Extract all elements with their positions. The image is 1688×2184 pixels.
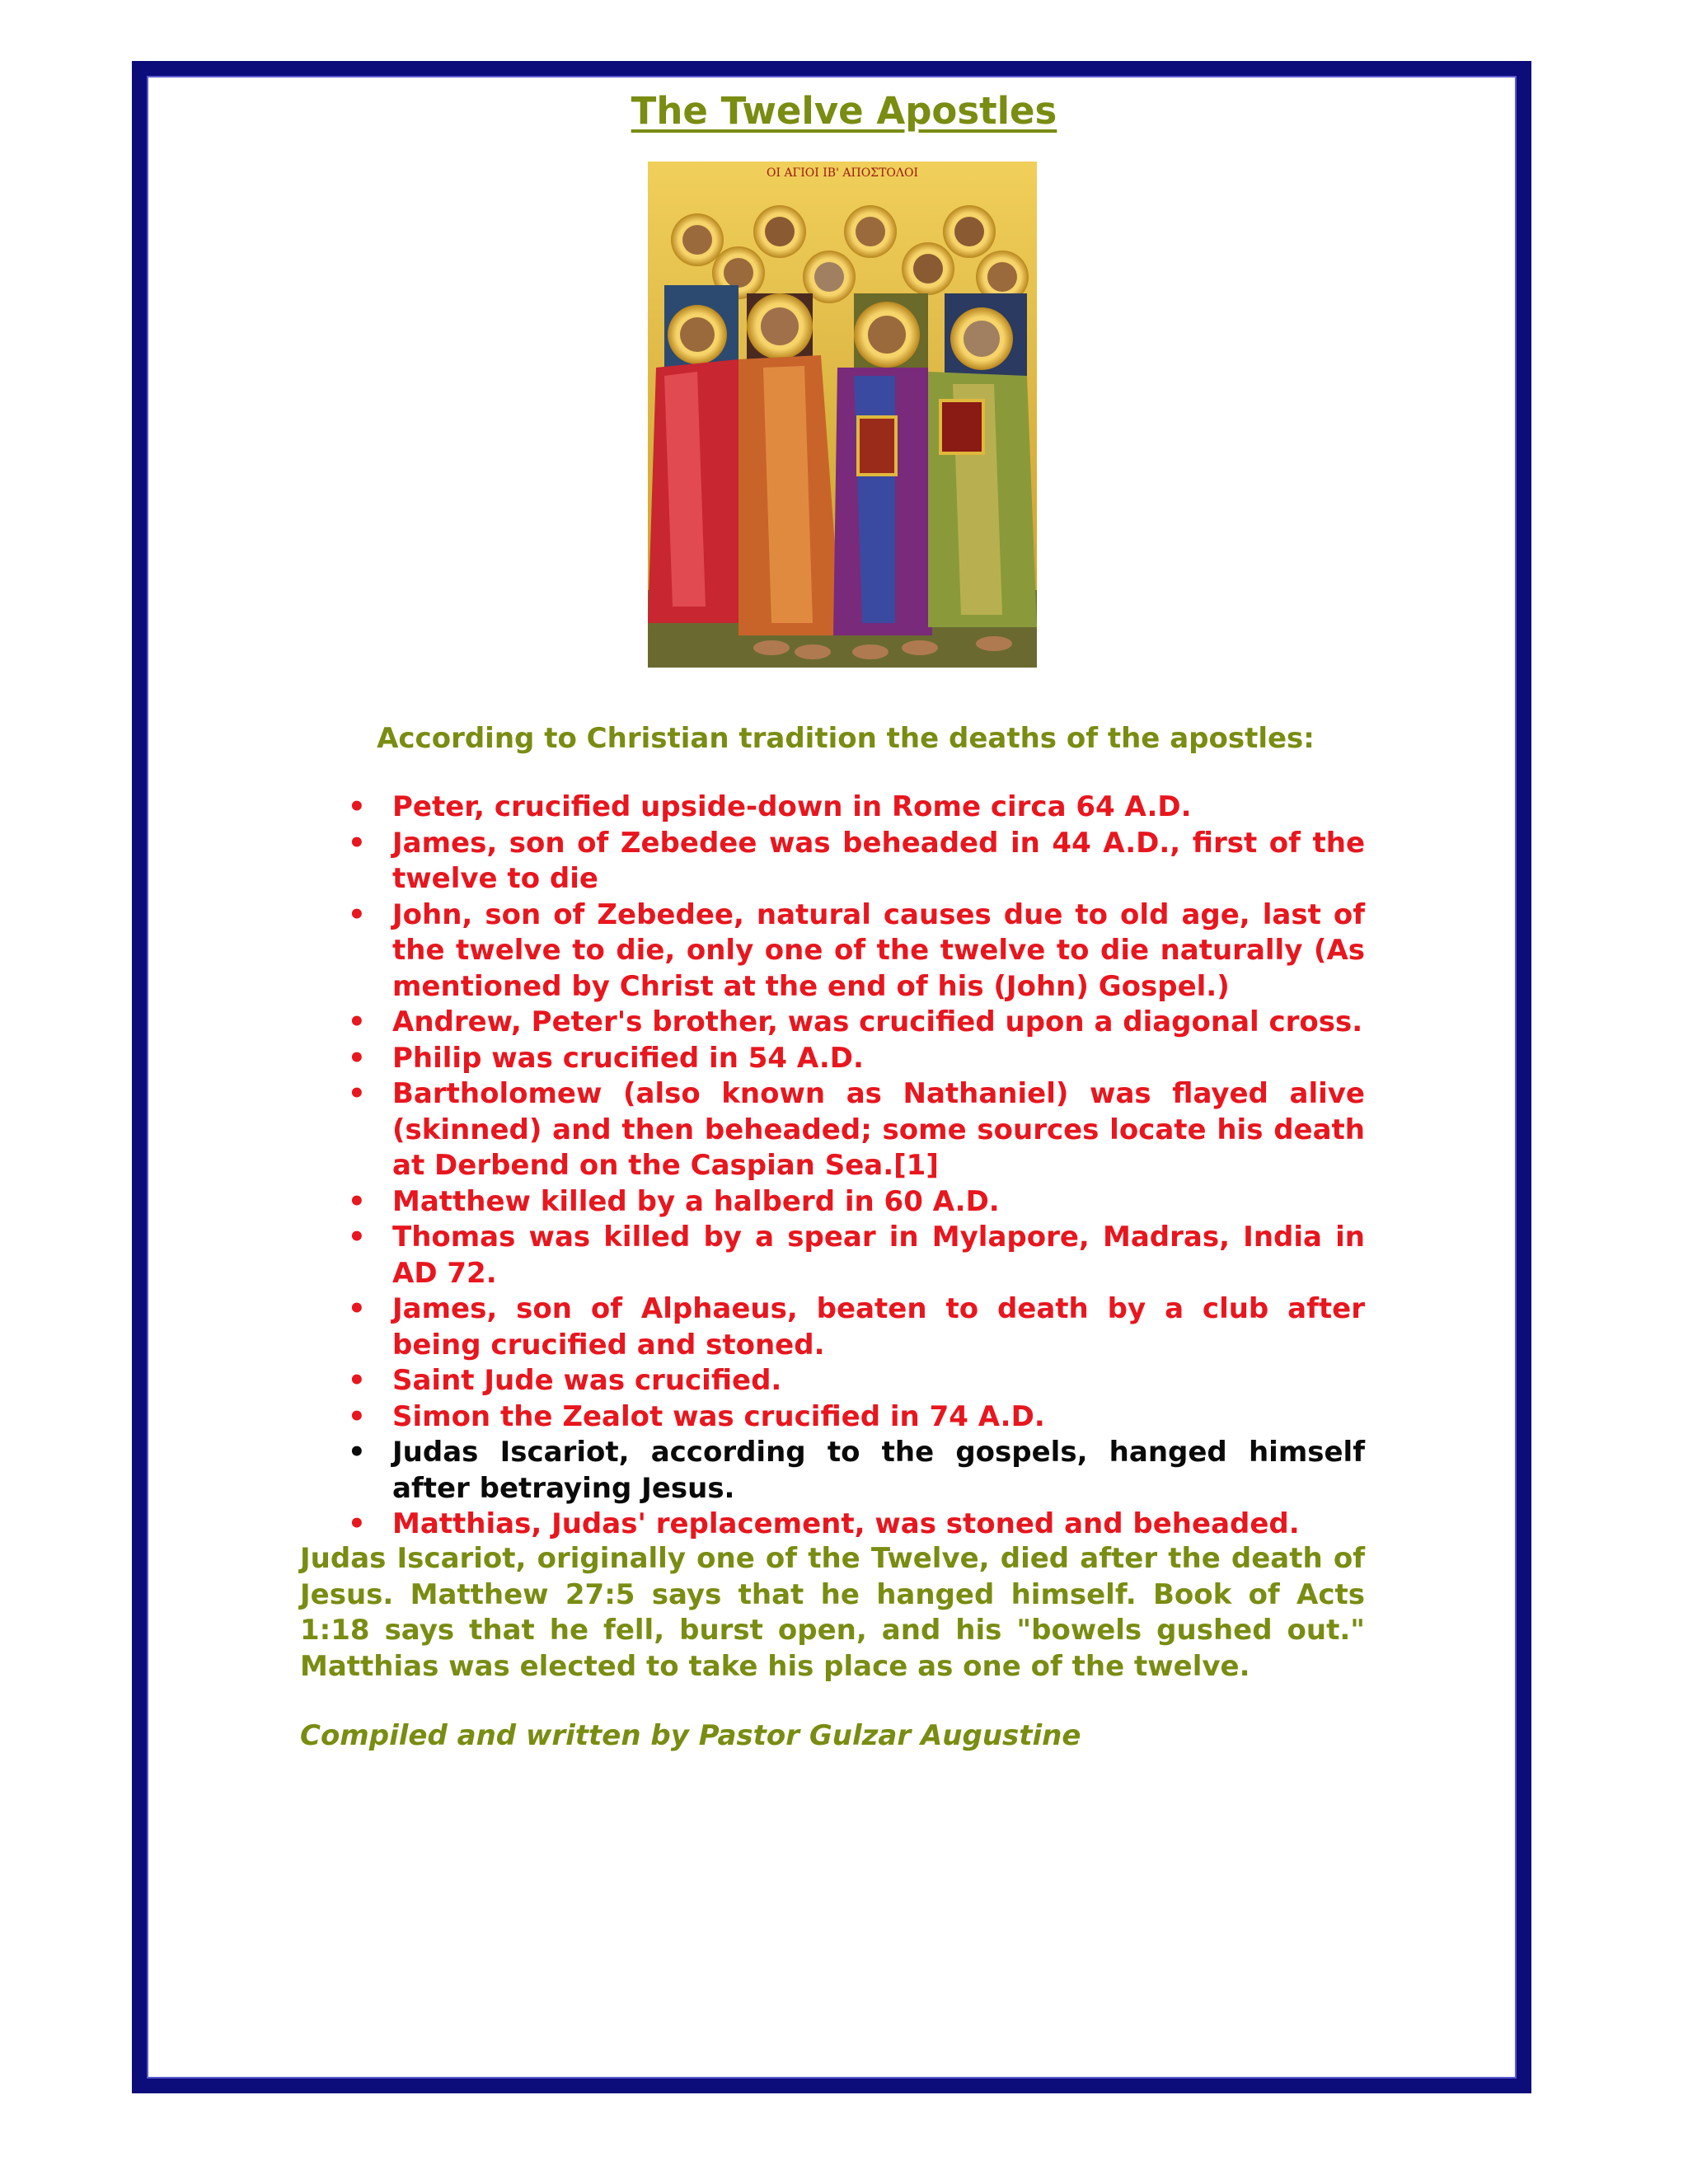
list-item: • Matthias, Judas' replacement, was stoned and beheaded. [392, 1507, 1365, 1543]
list-item: • James, son of Zebedee was beheaded in 44 A.D., first of the twelve to die [392, 826, 1365, 898]
page-title: The Twelve Apostles [631, 89, 1057, 133]
summary-paragraph: Judas Iscariot, originally one of the Twelve, died after the death of Jesus. Matthew 27:5 says that he hanged himself. Book of Acts 1:18 says that he fell, burst open, and his "bowels gushed out." Matthias was elected to take his place as one of the twelve. [300, 1542, 1365, 1683]
list-item: • Philip was crucified in 54 A.D. [392, 1041, 1365, 1077]
list-item: • Simon the Zealot was crucified in 74 A.D. [392, 1399, 1365, 1436]
list-item: • Saint Jude was crucified. [392, 1363, 1365, 1399]
list-item: • James, son of Alphaeus, beaten to death by a club after being crucified and stoned. [392, 1291, 1365, 1363]
author-credit: Compiled and written by Pastor Gulzar Augustine [300, 1719, 1081, 1752]
list-item: • Bartholomew (also known as Nathaniel) was flayed alive (skinned) and then beheaded; some sources locate his death at Derbend on the Caspian Sea.[1] [392, 1076, 1365, 1184]
list-item: • Peter, crucified upside-down in Rome circa 64 A.D. [392, 790, 1365, 826]
list-item: • Thomas was killed by a spear in Mylapore, Madras, India in AD 72. [392, 1220, 1365, 1291]
apostles-icon-image [648, 162, 1037, 668]
list-item: • Andrew, Peter's brother, was crucified upon a diagonal cross. [392, 1005, 1365, 1041]
apostle-deaths-list [392, 790, 1365, 1543]
list-item: • John, son of Zebedee, natural causes due to old age, last of the twelve to die, only one of the twelve to die naturally (As mentioned by Christ at the end of his (John) Gospel.) [392, 898, 1365, 1005]
intro-text: According to Christian tradition the deaths of the apostles: [377, 722, 1315, 755]
list-item-judas: • Judas Iscariot, according to the gospels, hanged himself after betraying Jesus. [392, 1435, 1365, 1507]
list-item: • Matthew killed by a halberd in 60 A.D. [392, 1184, 1365, 1221]
icon-inscription: ΟΙ ΑΓΙΟΙ ΙΒ' ΑΠΟΣΤΟΛΟΙ [766, 166, 919, 180]
